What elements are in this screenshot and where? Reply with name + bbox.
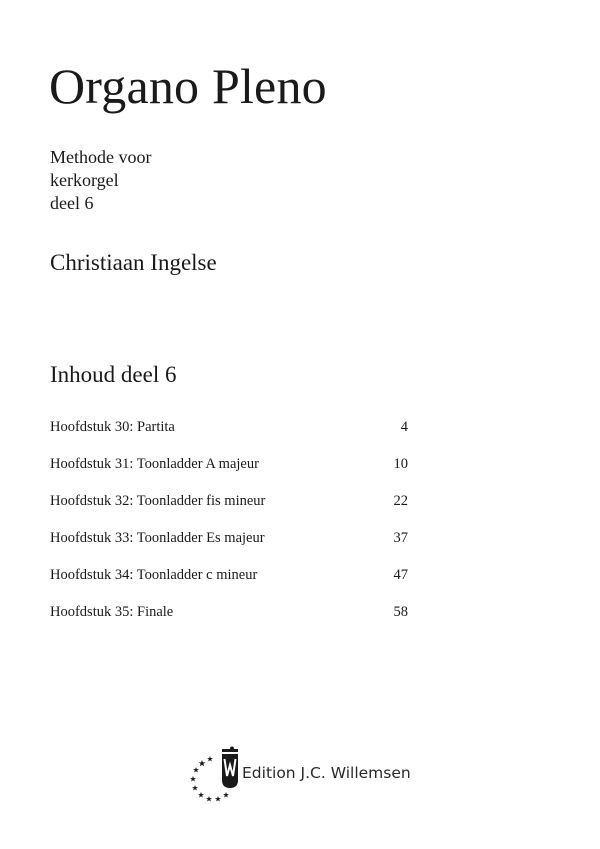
subtitle-line: deel 6: [50, 193, 94, 213]
toc-entry: [50, 491, 408, 528]
publisher-imprint: [188, 746, 448, 806]
toc-heading: Inhoud deel 6: [50, 362, 177, 387]
subtitle-line: kerkorgel: [50, 170, 119, 190]
book-author: Christiaan Ingelse: [50, 250, 217, 275]
toc-entry-label: Hoofdstuk 31: Toonladder A majeur: [50, 456, 259, 472]
toc-entry-page: 10: [393, 456, 408, 472]
toc-entry: [50, 454, 408, 491]
publisher-name: Edition J.C. Willemsen: [242, 764, 411, 782]
toc-entry: [50, 528, 408, 565]
toc-entry-page: 58: [393, 604, 408, 620]
toc-entry-label: Hoofdstuk 33: Toonladder Es majeur: [50, 530, 265, 546]
toc-entry: [50, 602, 408, 639]
toc-entry-label: Hoofdstuk 32: Toonladder fis mineur: [50, 493, 266, 509]
toc-entry-page: 47: [393, 567, 408, 583]
toc-entry-label: Hoofdstuk 35: Finale: [50, 604, 174, 620]
toc-entry-page: 22: [393, 493, 408, 509]
book-subtitle: [50, 146, 151, 215]
toc-entry-label: Hoofdstuk 34: Toonladder c mineur: [50, 567, 258, 583]
book-title: Organo Pleno: [49, 58, 327, 114]
toc-entry-label: Hoofdstuk 30: Partita: [50, 419, 175, 435]
willemsen-logo-icon: [188, 746, 240, 806]
subtitle-line: Methode voor: [50, 147, 152, 167]
toc-entry-page: 37: [393, 530, 408, 546]
toc-entry: [50, 417, 408, 454]
toc-entry: [50, 565, 408, 602]
table-of-contents: [50, 417, 408, 639]
toc-entry-page: 4: [400, 419, 408, 435]
